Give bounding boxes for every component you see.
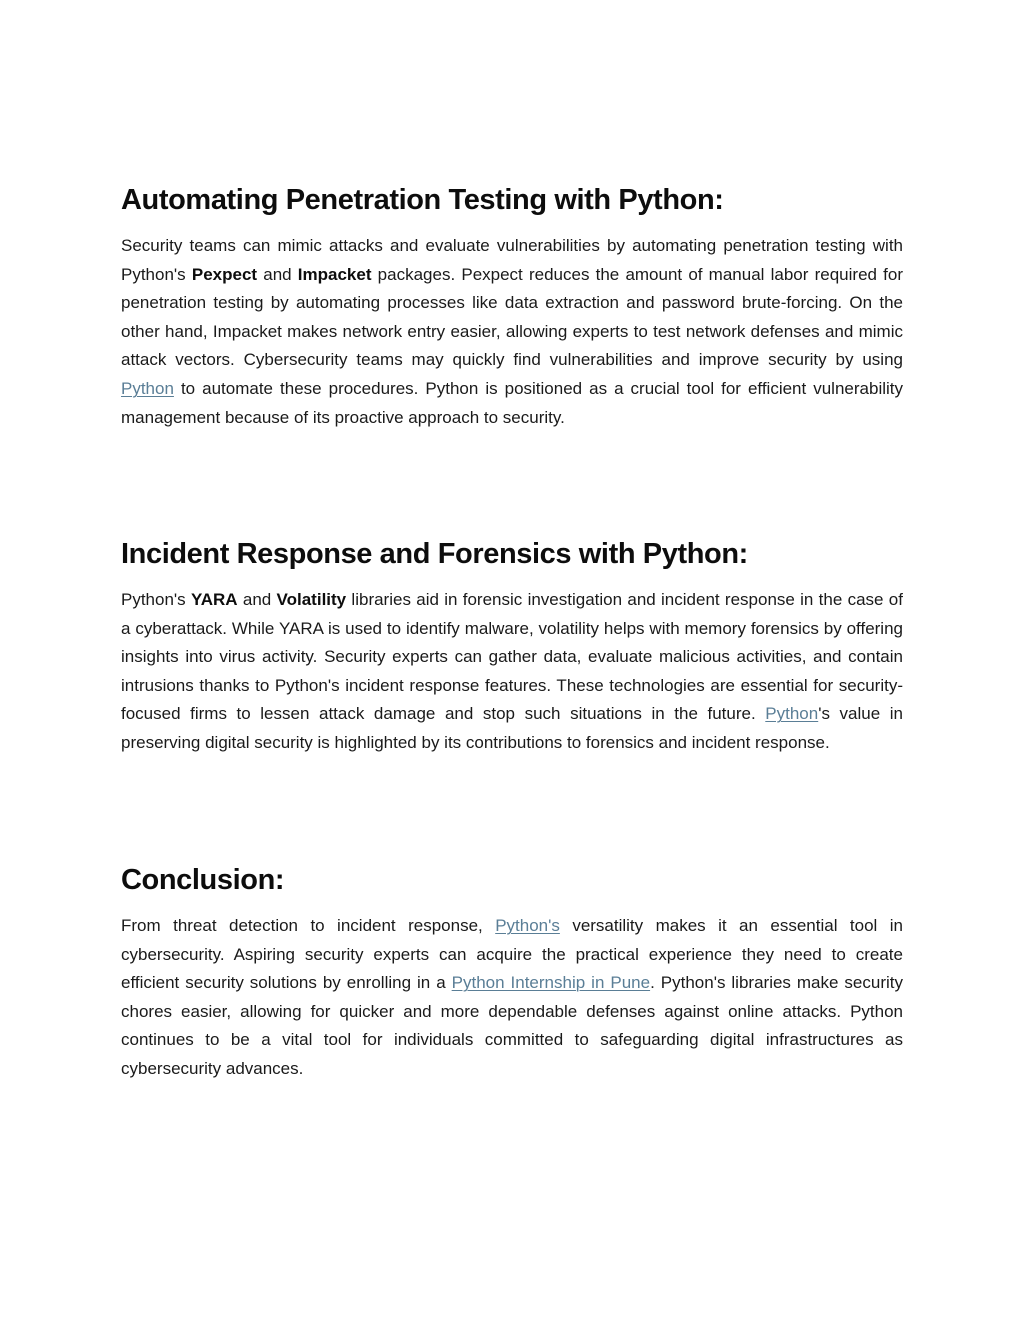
paragraph-text: and: [237, 590, 277, 609]
bold-term-pexpect: Pexpect: [191, 264, 258, 284]
paragraph-text: Security teams can mimic attacks and evaluate vulnerabilities by automating penetration testing with Python's: [121, 236, 903, 284]
paragraph-text: Python's: [121, 590, 191, 609]
paragraph-text: From threat detection to incident response,: [121, 916, 496, 935]
python-internship-pune-link[interactable]: Python Internship in Pune: [451, 973, 651, 993]
paragraph-text: 's value in preserving digital security is highlighted by its contributions to forensics and incident response.: [121, 704, 903, 752]
bold-term-volatility: Volatility: [276, 590, 347, 609]
section-incident-response: [121, 536, 903, 758]
paragraph-text: versatility makes it an essential tool in cybersecurity. Aspiring security experts can acquire the practical experience they need to create efficient security solutions by enrolling in a: [121, 916, 904, 993]
section-conclusion: [121, 862, 903, 1084]
section-heading: Automating Penetration Testing with Python:: [121, 184, 724, 216]
section-heading: Conclusion:: [121, 864, 285, 896]
pythons-link[interactable]: Python's: [495, 916, 560, 935]
paragraph-text: to automate these procedures. Python is positioned as a crucial tool for efficient vulnerability management because of its proactive approach to security.: [121, 378, 903, 427]
section-heading: Incident Response and Forensics with Python:: [121, 538, 748, 570]
python-link[interactable]: Python: [121, 378, 174, 398]
section-penetration-testing: [121, 182, 903, 432]
bold-term-impacket: Impacket: [297, 264, 372, 284]
paragraph-text: and: [257, 264, 298, 284]
python-link[interactable]: Python: [765, 704, 819, 724]
bold-term-yara: YARA: [190, 590, 238, 609]
section-paragraph: [121, 232, 903, 432]
section-paragraph: [121, 586, 903, 758]
paragraph-text: packages. Pexpect reduces the amount of manual labor required for penetration testing by automating processes like data extraction and password brute-forcing. On the other hand, Impacket makes network entry easier, allowing experts to test network defenses and mimic attack vectors. Cybersecurity teams may quickly find vulnerabilities and improve security by using: [121, 264, 903, 370]
document-page: [121, 0, 903, 1325]
paragraph-text: libraries aid in forensic investigation and incident response in the case of a cyberattack. While YARA is used to identify malware, volatility helps with memory forensics by offering insights into virus activity. Security experts can gather data, evaluate malicious activities, and contain intrusions thanks to Python's incident response features. These technologies are essential for security-focused firms to lessen attack damage and stop such situations in the future.: [121, 590, 903, 724]
section-paragraph: [121, 912, 903, 1084]
paragraph-text: . Python's libraries make security chores easier, allowing for quicker and more dependable defenses against online attacks. Python continues to be a vital tool for individuals committed to safeguarding digital infrastructures as cybersecurity advances.: [121, 973, 904, 1078]
